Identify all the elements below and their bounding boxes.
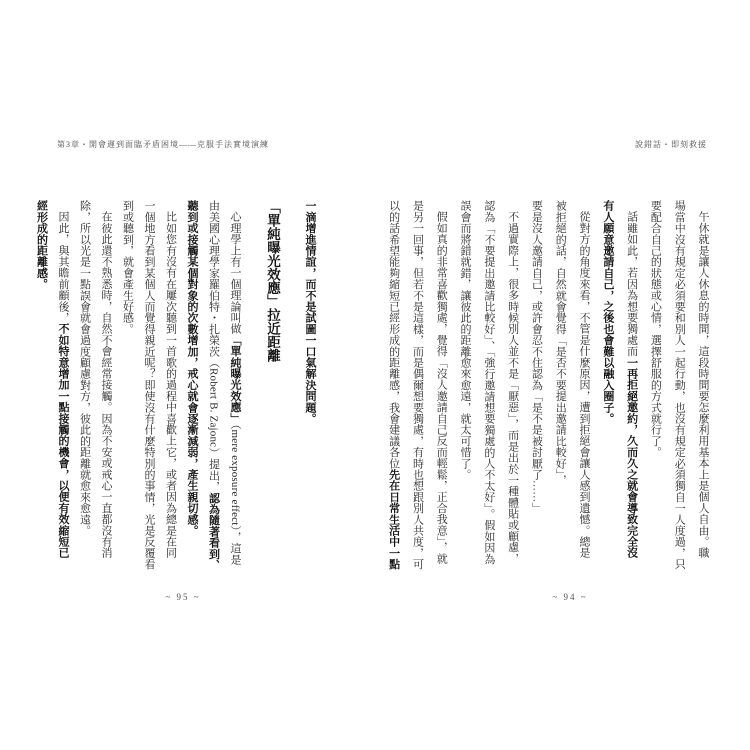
page-number-left: ~ 95 ~ — [165, 592, 201, 602]
text-column: 不過實際上，很多時候別人並不是「厭惡」，而是出於一種體貼或顧慮， — [506, 211, 519, 564]
text-column: 被拒絕的話，自然就會覺得「是否不要提出邀請比較好」， — [554, 200, 567, 486]
text-column: 從對方的角度來看，不管是什麼原因，遭到拒絕會讓人感到遺憾。總是 — [578, 211, 591, 559]
text-column: 話雖如此，若因為想要獨處而一再拒絕邀約，久而久之就會導致完全沒 — [625, 211, 638, 559]
text-column: 認為「不要提出邀請比較好」、「強行邀請想要獨處的人不太好」。假如因為 — [482, 200, 495, 565]
text-column: 到或聽到，就會產生好感。 — [121, 200, 134, 335]
text-column: 有人願意邀請自己，之後也會難以融入圈子。 — [601, 200, 614, 424]
column-gap — [291, 200, 295, 576]
text-column: 誤會而將錯就錯，讓彼此的距離愈來愈遠，就太可惜了。 — [459, 200, 472, 480]
text-column: 以的話希望能夠縮短已經形成的距離感，我會建議各位先在日常生活中一點 — [387, 200, 400, 570]
text-column: 心理學上有一個理論叫做「單純曝光效應」（mere exposure effect），這是 — [229, 211, 241, 565]
text-column: 因此，與其瞻前顧後，不如特意增加一點接觸的機會，以便有效縮短已 — [57, 211, 69, 559]
text-column: 午休就是讓人休息的時間，這段時間要怎麼利用基本上是個人自由。職 — [697, 211, 709, 559]
column-gap — [251, 200, 255, 576]
text-column: 聽到或接觸某個對象的次數增加，戒心就會逐漸減弱，產生親切感。 — [186, 200, 198, 536]
page-number-right: ~ 94 ~ — [552, 592, 588, 602]
text-column: 除，所以光是一點誤會就會過度顧慮對方，彼此的距離就愈來愈遠。 — [78, 200, 91, 536]
running-head-chapter-title: 第3章・開會遲到面臨矛盾困境——克服手法實境演練 — [57, 140, 269, 149]
right-page-body — [388, 200, 709, 576]
text-column: 由美國心理學家羅伯特・扎榮茨（Robert B. Zajonc）提出，認為隨著看到、 — [207, 200, 220, 571]
text-column: 一滴增進情誼，而不是試圖一口氣解決問題。 — [304, 200, 316, 424]
text-column: 要配合自己的狀態或心情，選擇舒服的方式就行了。 — [649, 200, 662, 458]
left-page-body — [36, 200, 317, 576]
text-column: 比如您有沒有在屢次聽到一首歌的過程中喜歡上它，或者因為總是在同 — [164, 211, 177, 559]
text-column: 要是沒人邀請自己，或許會忍不住認為「是不是被討厭了……」 — [530, 200, 543, 514]
text-column: 假如真的非常喜歡獨處，覺得「沒人邀請自己反而輕鬆，正合我意」，就 — [435, 211, 448, 564]
running-head-book-title: 說錯話・即刻救援 — [635, 140, 707, 149]
text-column: 經形成的距離感。 — [35, 200, 48, 290]
text-column: 一個地方看到某個人而覺得親近呢？即使沒有什麼特別的事情，光是反覆看 — [143, 200, 155, 570]
text-column: 場當中沒有規定必須要和別人一起行動，也沒有規定必須獨自一人度過，只 — [673, 200, 686, 570]
text-column: 是另一回事，但若不是這樣，而是偶爾想要獨處，有時也想跟別人共度，可 — [411, 200, 424, 570]
text-column: 在彼此還不熟悉時，自然不會經常接觸。因為不安或戒心一直都沒有消 — [100, 211, 112, 559]
section-heading: 「單純曝光效應」拉近距離 — [265, 200, 280, 362]
